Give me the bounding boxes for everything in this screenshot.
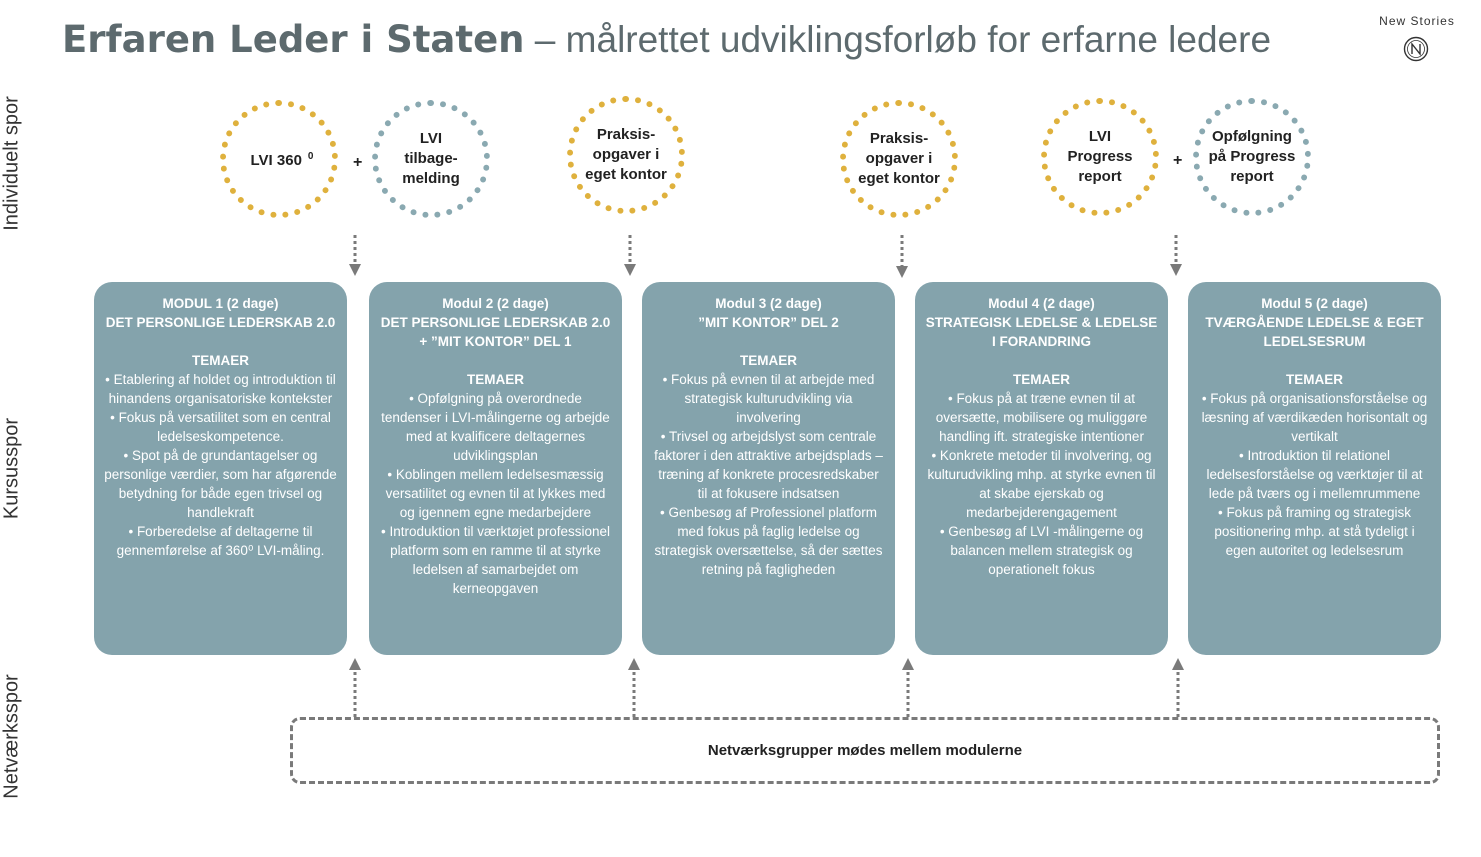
module-themes-list (379, 389, 612, 598)
track-label-individual: Individuelt spor (0, 96, 23, 231)
brand-name: New Stories (1379, 14, 1455, 28)
page-title (62, 18, 1271, 61)
module-themes-heading: TEMAER (1286, 372, 1343, 387)
plus-sign: + (1173, 152, 1183, 169)
list-item: • Trivsel og arbejdslyst som centrale faktorer i den attraktive arbejdsplads – træning af konkrete procesredskaber til at fokusere indsatsen (652, 427, 885, 503)
module-title: Modul 5 (2 dage) TVÆRGÅENDE LEDELSE & EGET LEDELSESRUM (1205, 296, 1424, 349)
circle-lvi-360: LVI 360 $^0$ (220, 100, 338, 218)
module-1-box (94, 282, 347, 655)
module-5-box (1188, 282, 1441, 655)
module-title: MODUL 1 (2 dage) DET PERSONLIGE LEDERSKAB 2.0 (105, 296, 336, 330)
module-title: Modul 3 (2 dage) ”MIT KONTOR” DEL 2 (698, 296, 839, 330)
list-item: • Etablering af holdet og introduktion til hinandens organisatoriske kontekster (104, 370, 337, 408)
list-item: • Fokus på organisationsforståelse og læsning af værdikæden horisontalt og vertikalt (1198, 389, 1431, 446)
title-subtitle: – målrettet udviklingsforløb for erfarne ledere (524, 19, 1272, 60)
module-title: Modul 4 (2 dage) STRATEGISK LEDELSE & LEDELSE I FORANDRING (925, 296, 1158, 349)
module-4-box (915, 282, 1168, 655)
list-item: • Konkrete metoder til involvering, og kulturudvikling mhp. at styrke evnen til at skabe ejerskab og medarbejderengagement (925, 446, 1158, 522)
list-item: • Fokus på at træne evnen til at oversætte, mobilisere og muliggøre handling ift. strategiske intentioner (925, 389, 1158, 446)
module-2-box (369, 282, 622, 655)
title-main: Erfaren Leder i Staten (62, 18, 525, 61)
list-item: • Fokus på framing og strategisk positionering mhp. at stå tydeligt i egen autoritet og ledelsesrum (1198, 503, 1431, 560)
module-themes-heading: TEMAER (1013, 372, 1070, 387)
network-groups-label: Netværksgrupper mødes mellem modulerne (707, 742, 1023, 759)
list-item: • Opfølgning på overordnede tendenser i LVI-målingerne og arbejde med at kvalificere deltagernes udviklingsplan (379, 389, 612, 465)
module-themes-list (925, 389, 1158, 579)
list-item: • Fokus på versatilitet som en central ledelseskompetence. (104, 408, 337, 446)
circle-opfoelgning-progress-report: Opfølgning på Progress report (1193, 98, 1311, 216)
plus-sign: + (353, 154, 363, 171)
module-themes-list (652, 370, 885, 579)
module-themes-heading: TEMAER (467, 372, 524, 387)
circle-lvi-progress-report: LVI Progress report (1041, 98, 1159, 216)
list-item: • Genbesøg af LVI -målingerne og balancen mellem strategisk og operationelt fokus (925, 522, 1158, 579)
list-item: • Forberedelse af deltagerne til gennemførelse af 360⁰ LVI-måling. (104, 522, 337, 560)
module-themes-list (104, 370, 337, 560)
module-themes-heading: TEMAER (192, 353, 249, 368)
list-item: • Genbesøg af Professionel platform med fokus på faglig ledelse og strategisk oversættelse, så der sættes retning på fagligheden (652, 503, 885, 579)
brand-logo-icon (1403, 36, 1429, 62)
list-item: • Introduktion til relationel ledelsesforståelse og værktøjer til at lede på tværs og i mellemrummene (1198, 446, 1431, 503)
track-label-network: Netværksspor (0, 674, 23, 799)
list-item: • Koblingen mellem ledelsesmæssig versatilitet og evnen til at lykkes med og igennem egne medarbejdere (379, 465, 612, 522)
list-item: • Introduktion til værktøjet professionel platform som en ramme til at styrke ledelsen af samarbejdet om kerneopgaven (379, 522, 612, 598)
list-item: • Spot på de grundantagelser og personlige værdier, som har afgørende betydning for både egen trivsel og handlekraft (104, 446, 337, 522)
track-label-course: Kursusspor (0, 417, 23, 520)
list-item: • Fokus på evnen til at arbejde med strategisk kulturudvikling via involvering (652, 370, 885, 427)
circle-praksisopgaver-1: Praksis-opgaver i eget kontor (567, 96, 685, 214)
module-themes-heading: TEMAER (740, 353, 797, 368)
module-3-box (642, 282, 895, 655)
circle-praksisopgaver-2: Praksis-opgaver i eget kontor (840, 100, 958, 218)
module-themes-list (1198, 389, 1431, 560)
module-title: Modul 2 (2 dage) DET PERSONLIGE LEDERSKAB 2.0 + ”MIT KONTOR” DEL 1 (380, 296, 611, 349)
circle-lvi-tilbagemelding: LVI tilbage-melding (372, 100, 490, 218)
network-groups-box (290, 717, 1440, 784)
